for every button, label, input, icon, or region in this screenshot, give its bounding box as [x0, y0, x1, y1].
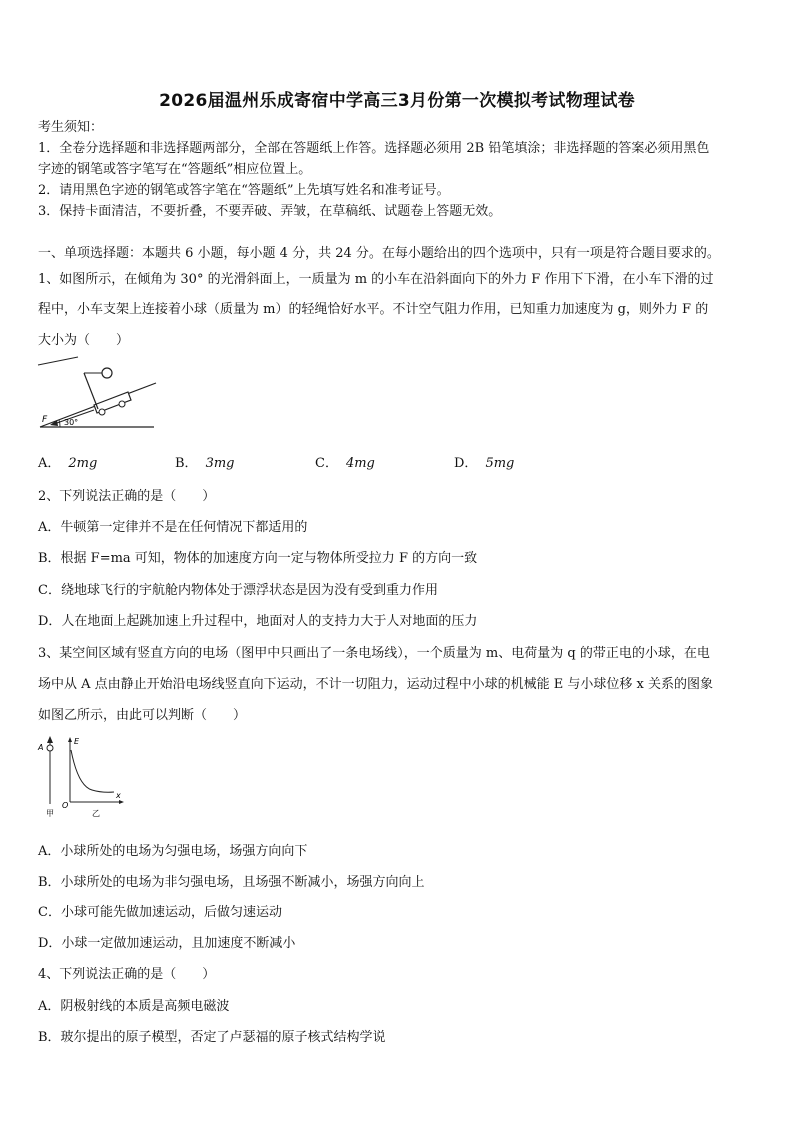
q3-point-a-label: A — [38, 743, 44, 752]
q1-incline-figure — [36, 355, 158, 433]
q3-axis-x-label: x — [116, 791, 121, 800]
q1-option-d — [454, 452, 514, 471]
q4-stem: 4、下列说法正确的是（ ） — [38, 967, 216, 982]
q1-option-b-value: 3mg — [205, 456, 235, 471]
q2-option-d: D．人在地面上起跳加速上升过程中，地面对人的支持力大于人对地面的压力 — [38, 614, 478, 629]
q1-option-b — [175, 452, 234, 471]
q3-option-d: D．小球一定做加速运动，且加速度不断减小 — [38, 936, 296, 951]
q3-axis-e-label: E — [74, 737, 80, 746]
q1-option-c-value: 4mg — [345, 456, 375, 471]
q4-option-a: A．阴极射线的本质是高频电磁波 — [38, 999, 230, 1014]
q1-option-b-label: B． — [175, 456, 198, 471]
q3-field-figure — [36, 732, 132, 822]
q1-line-2: 程中，小车支架上连接着小球（质量为 m）的轻绳恰好水平。不计空气阻力作用，已知重力加速度为 g，则外力 F 的 — [38, 302, 709, 317]
q1-option-c — [315, 452, 375, 471]
notice-line-1: 1．全卷分选择题和非选择题两部分，全部在答题纸上作答。选择题必须用 2B 铅笔填涂；非选择题的答案必须用黑色 — [38, 141, 710, 156]
q3-option-a: A．小球所处的电场为匀强电场，场强方向向下 — [38, 844, 308, 859]
section-heading: 一、单项选择题：本题共 6 小题，每小题 4 分，共 24 分。在每小题给出的四个选项中，只有一项是符合题目要求的。 — [38, 246, 720, 261]
q3-option-b: B．小球所处的电场为非匀强电场，且场强不断减小，场强方向向上 — [38, 875, 425, 890]
q1-line-1: 1、如图所示，在倾角为 30° 的光滑斜面上，一质量为 m 的小车在沿斜面向下的外力 F 作用下下滑，在小车下滑的过 — [38, 272, 714, 287]
notice-line-4: 3．保持卡面清洁，不要折叠，不要弄破、弄皱，在草稿纸、试题卷上答题无效。 — [38, 204, 502, 219]
q3-option-c: C．小球可能先做加速运动，后做匀速运动 — [38, 905, 282, 920]
q3-left-caption: 甲 — [46, 809, 54, 818]
q1-angle-label: 30° — [64, 418, 79, 427]
q2-option-c: C．绕地球飞行的宇航舱内物体处于漂浮状态是因为没有受到重力作用 — [38, 583, 438, 598]
q3-right-caption: 乙 — [92, 809, 100, 818]
notice-heading: 考生须知： — [38, 120, 104, 135]
q1-line-3: 大小为（ ） — [38, 333, 130, 348]
q1-force-label: F — [42, 415, 48, 425]
q3-origin-label: O — [62, 801, 69, 810]
q1-option-a-value: 2mg — [68, 456, 98, 471]
q3-line-3: 如图乙所示，由此可以判断（ ） — [38, 708, 247, 723]
q1-option-a-label: A． — [38, 456, 61, 471]
page-title: 2026届温州乐成寄宿中学高三3月份第一次模拟考试物理试卷 — [159, 91, 635, 111]
q2-stem: 2、下列说法正确的是（ ） — [38, 489, 216, 504]
q1-option-d-label: D． — [454, 456, 478, 471]
notice-line-2: 字迹的钢笔或答字笔写在“答题纸”相应位置上。 — [38, 162, 312, 177]
q2-option-b: B．根据 F=ma 可知，物体的加速度方向一定与物体所受拉力 F 的方向一致 — [38, 551, 478, 566]
q2-option-a: A．牛顿第一定律并不是在任何情况下都适用的 — [38, 520, 308, 535]
q3-line-1: 3、某空间区域有竖直方向的电场（图甲中只画出了一条电场线），一个质量为 m、电荷量为 q 的带正电的小球，在电 — [38, 646, 710, 661]
q1-option-c-label: C． — [315, 456, 338, 471]
notice-line-3: 2．请用黑色字迹的钢笔或答字笔在“答题纸”上先填写姓名和准考证号。 — [38, 183, 450, 198]
q4-option-b: B．玻尔提出的原子模型，否定了卢瑟福的原子核式结构学说 — [38, 1030, 386, 1045]
q1-option-a — [38, 452, 97, 471]
q1-option-d-value: 5mg — [485, 456, 515, 471]
q3-line-2: 场中从 A 点由静止开始沿电场线竖直向下运动，不计一切阻力，运动过程中小球的机械能 E 与小球位移 x 关系的图象 — [38, 677, 714, 692]
